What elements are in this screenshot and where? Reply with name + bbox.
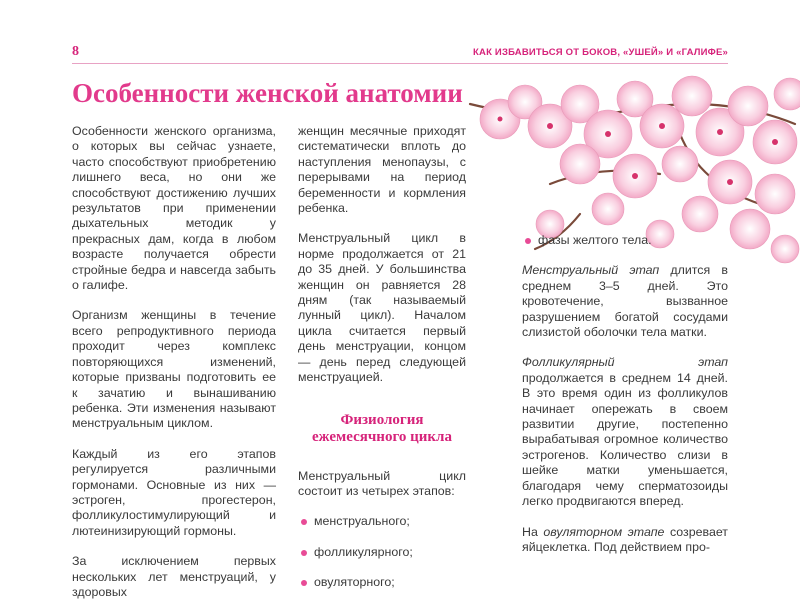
running-header: КАК ИЗБАВИТЬСЯ ОТ БОКОВ, «УШЕЙ» И «ГАЛИФЕ»	[473, 47, 728, 58]
stages-list-continued	[522, 233, 728, 248]
page-number: 8	[72, 44, 79, 59]
paragraph: За исключением первых нескольких лет менструаций, у здоровых	[72, 554, 276, 599]
paragraph: Особенности женского организма, о которых вы сейчас узнаете, часто способствуют приобретению лишнего веса, но они же способствуют достижению лучших результатов при применении дыхательных методик у прекрасных дам, когда в любом возрасте получается обрести стройные бедра и навсегда забыть о галифе.	[72, 124, 276, 293]
paragraph: Организм женщины в течение всего репродуктивного периода проходит через комплекс повторяющихся изменений, которые призваны подготовить ее к зачатию и вынашиванию ребенка. Эти изменения называют менструальным циклом.	[72, 308, 276, 431]
subheading-line: ежемесячного цикла	[312, 428, 452, 445]
section-subheading	[298, 412, 466, 446]
list-item: овуляторного;	[298, 575, 466, 590]
paragraph-text: созревает яйцеклетка. Под действием про-	[522, 524, 728, 554]
paragraph: женщин месячные приходят систематически вплоть до наступления менопаузы, с перерывами на период беременности и кормления ребенка.	[298, 124, 466, 216]
paragraph	[522, 525, 728, 556]
stages-list	[298, 514, 466, 590]
paragraph	[522, 263, 728, 340]
term: Менструальный этап	[522, 263, 660, 278]
list-item: фолликулярного;	[298, 545, 466, 560]
paragraph: Менструальный цикл состоит из четырех этапов:	[298, 468, 466, 498]
paragraph: Каждый из его этапов регулируется различными гормонами. Основные из них — эстроген, прогестерон, фолликулостимулирующий и лютеинизирующий гормоны.	[72, 446, 276, 538]
term: овуляторном этапе	[543, 524, 665, 539]
paragraph	[522, 355, 728, 509]
list-item: менструального;	[298, 514, 466, 529]
paragraph-text: продолжается в среднем 14 дней. В это время один из фолликулов начинает опережать в своем развитии другие, постепенно вырабатывая огромное количество эстрогенов. Количество слизи в шейке матки уменьшается, благодаря чему сперматозоиды легко продвигаются вперед.	[522, 370, 728, 509]
page-title: Особенности женской анатомии	[72, 78, 463, 108]
list-item: фазы желтого тела.	[522, 233, 728, 248]
column-3	[522, 233, 728, 570]
paragraph-text: На	[522, 524, 544, 539]
column-2	[298, 124, 466, 606]
paragraph-text: длится в среднем 3–5 дней. Это кровотечение, вызванное разрушением богатой сосудами слизистой оболочки тела матки.	[522, 263, 728, 340]
subheading-line: Физиология	[340, 411, 424, 428]
column-1	[72, 124, 276, 615]
paragraph: Менструальный цикл в норме продолжается от 21 до 35 дней. У большинства женщин он равняется 28 дням (так называемый лунный цикл). Началом цикла считается первый день менструации, концом — день перед следующей менструацией.	[298, 231, 466, 385]
term: Фолликулярный этап	[522, 355, 728, 370]
